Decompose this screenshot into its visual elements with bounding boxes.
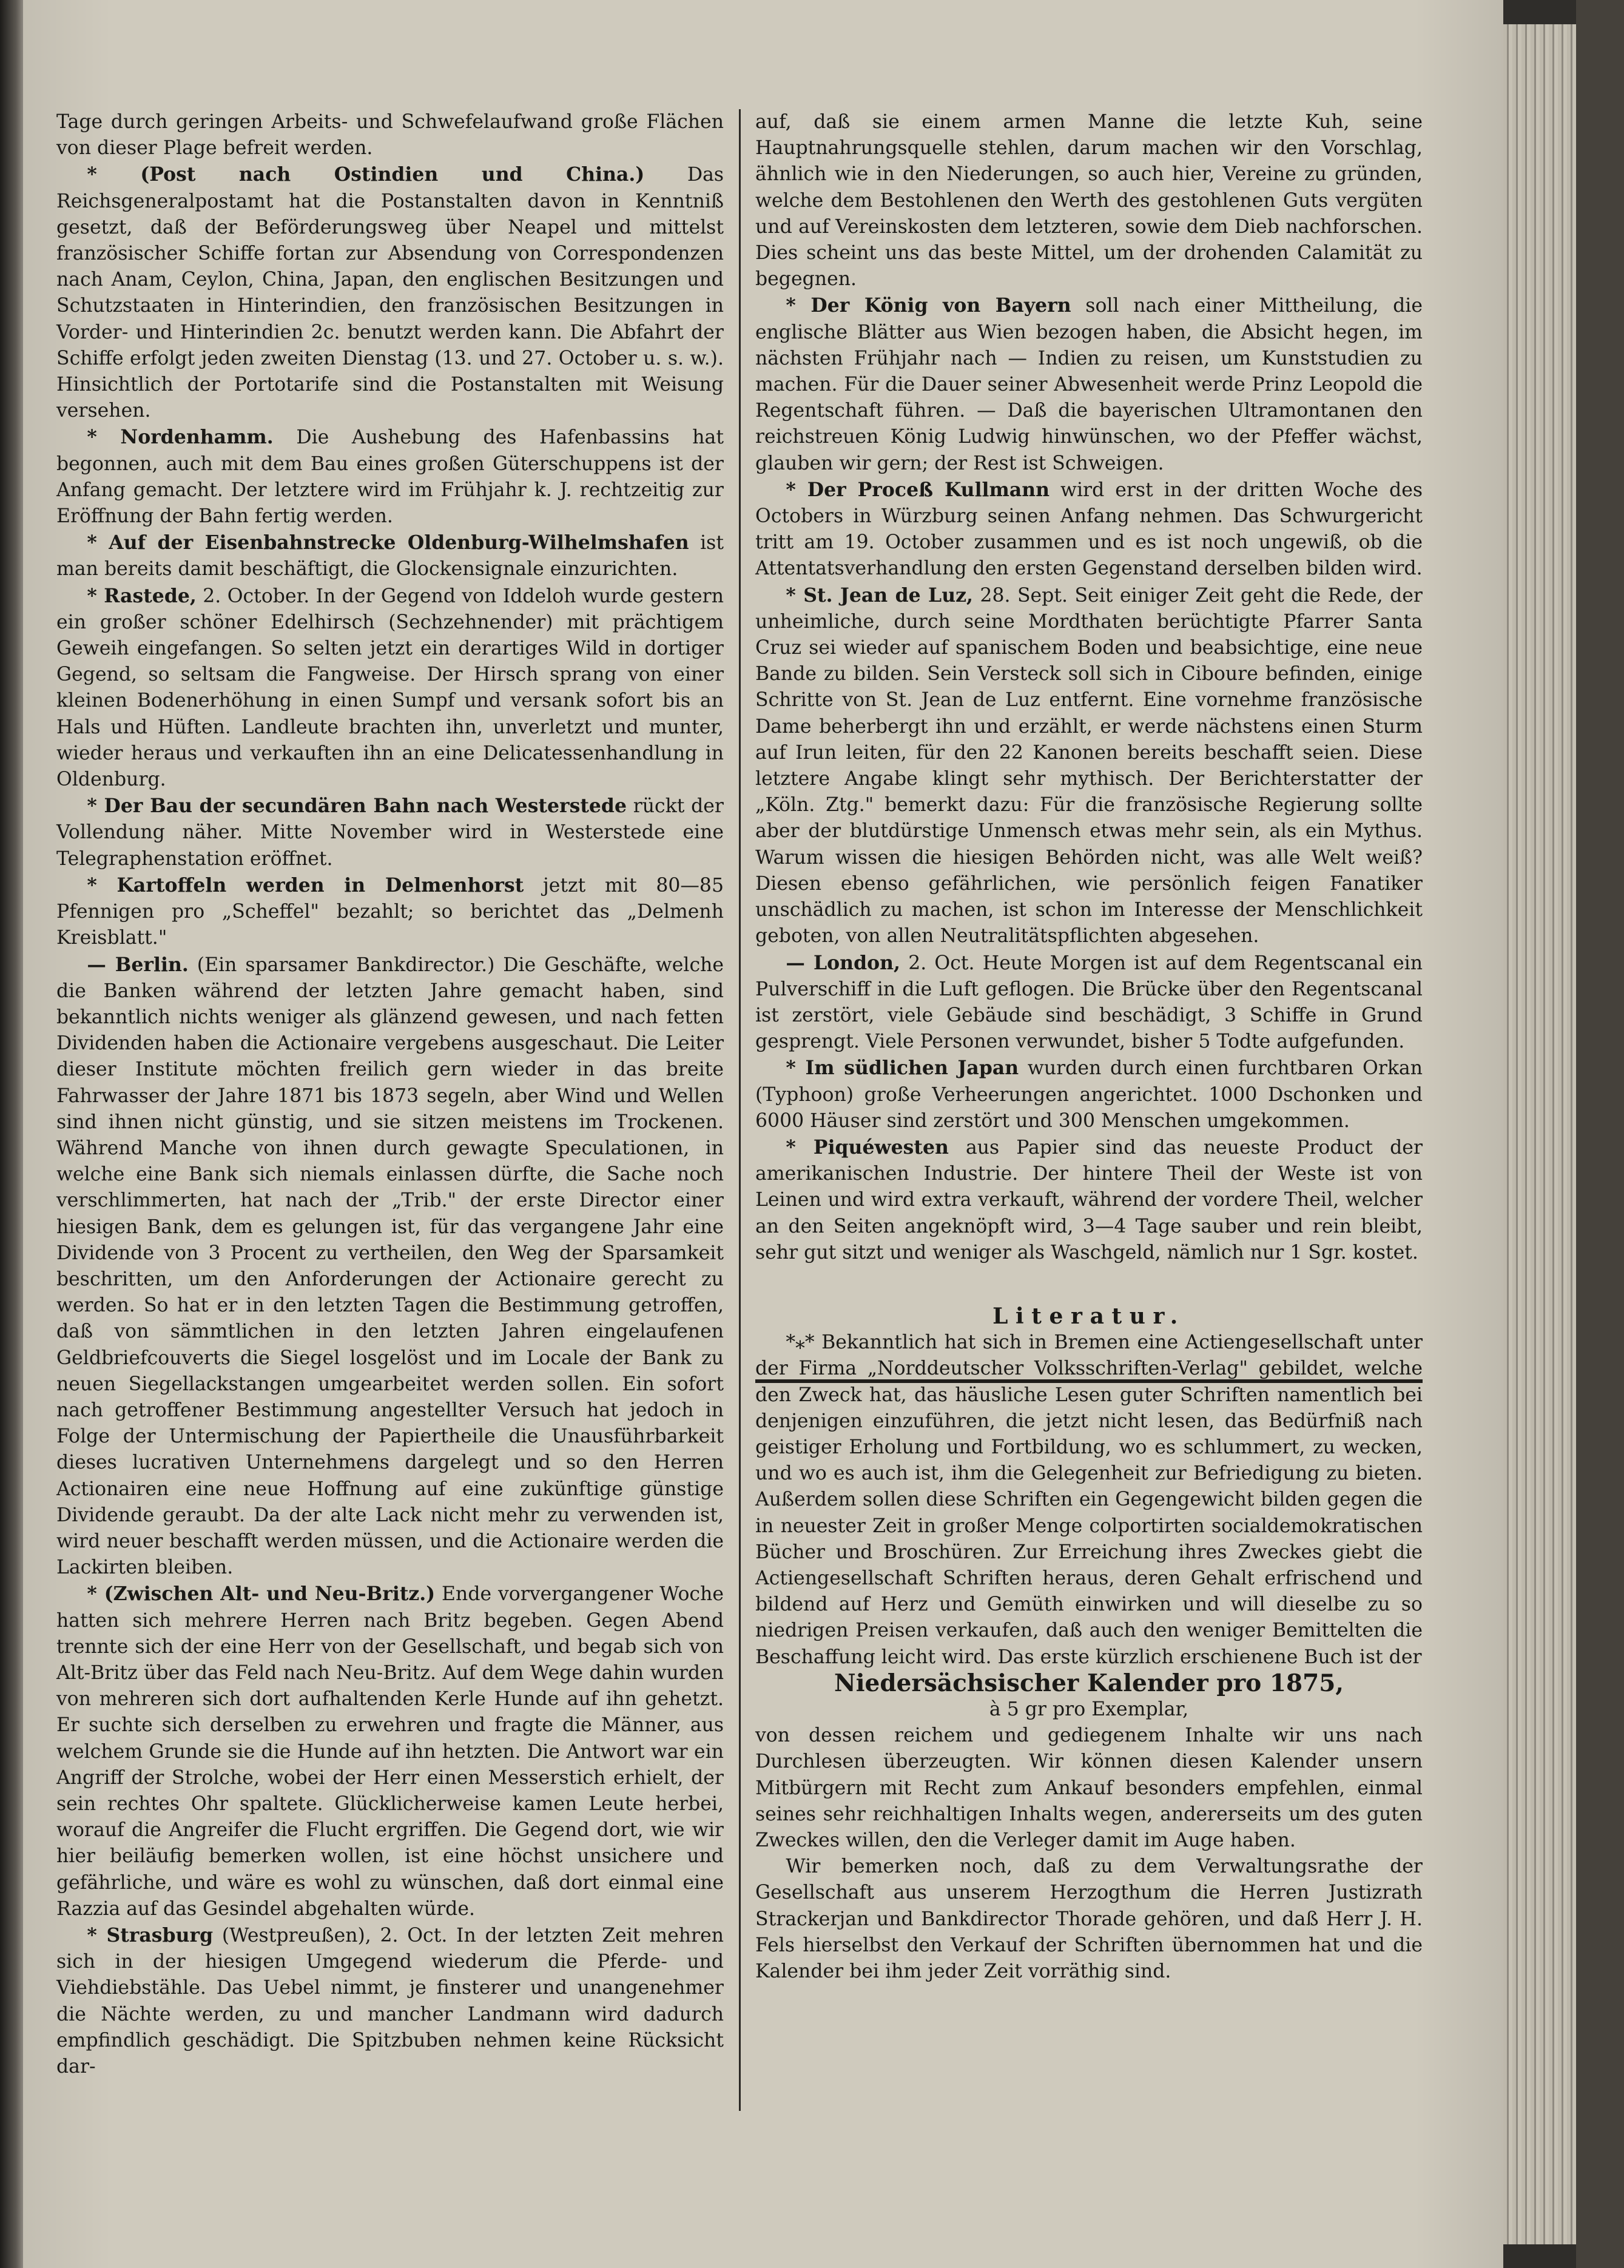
article-body: soll nach einer Mittheilung, die englische Blätter aus Wien bezogen haben, die Absicht hegen, im nächsten Frühjahr nach — Indien zu reisen, um Kunststudien zu machen. Für die Dauer seiner Abwesenheit werde Prinz Leopold die Regentschaft führen. — Daß die bayerischen Ultramontanen den reichstreuen König Ludwig hinwünschen, wo der Pfeffer wächst, glauben wir gern; der Rest ist Schweigen. [755, 295, 1423, 474]
article-title: * Der Proceß Kullmann [786, 478, 1050, 501]
article-title: * Auf der Eisenbahnstrecke Oldenburg-Wilhelmshafen [87, 531, 689, 554]
article-body: jetzt mit 80—85 Pfennigen pro „Scheffel" bezahlt; so berichtet das „Delmenh Kreisblatt." [56, 874, 724, 949]
article-body: (Ein sparsamer Bankdirector.) Die Geschäfte, welche die Banken während der letzten Jahre gemacht haben, sind bekanntlich nichts weniger als glänzend gewesen, und nach fetten Dividenden haben die Actionaire vergebens ausgeschaut. Die Leiter dieser Institute möchten freilich gern wieder in das breite Fahrwasser der Jahre 1871 bis 1873 segeln, aber Wind und Wellen sind ihnen nicht günstig, und sie sitzen meistens im Trockenen. Während Manche von ihnen durch gewagte Speculationen, in welche eine Bank sich niemals einlassen dürfte, die Sache noch verschlimmerten, hat nach der „Trib." der erste Director einer hiesigen Bank, dem es gelungen ist, für das vergangene Jahr eine Dividende von 3 Procent zu vertheilen, den Weg der Sparsamkeit beschritten, um den Anforderungen der Actionaire gerecht zu werden. So hat er in den letzten Tagen die Bestimmung getroffen, daß von sämmtlichen in den letzten Jahren eingelaufenen Geldbriefcouverts die Siegel losgelöst und im Locale der Bank zu neuen Siegellackstangen umgearbeitet werden sollen. Ein sofort nach getroffener Bestimmung angestellter Versuch hat jedoch in Folge der Untermischung der Papiertheile die Unausführbarkeit dieses lucrativen Unternehmens dargelegt und so den Herren Actionairen eine neue Hoffnung auf eine zukünftige günstige Dividende geraubt. Da der alte Lack nicht mehr zu verwenden ist, wird neuer beschafft werden müssen, und die Actionaire werden die Lackirten bleiben. [56, 954, 724, 1579]
article-britz [56, 1581, 724, 1922]
article-st-jean-de-luz [755, 582, 1423, 950]
literatur-heading: Literatur. [992, 1303, 1185, 1329]
literatur-closing: Wir bemerken noch, daß zu dem Verwaltungsrathe der Gesellschaft aus unserem Herzogthum die Herren Justizrath Strackerjan und Bankdirector Thorade gehören, und daß Herr J. H. Fels hierselbst den Verkauf der Schriften übernommen hat und die Kalender bei ihm jeder Zeit vorräthig sind. [755, 1856, 1423, 1983]
article-berlin [56, 952, 724, 1581]
literatur-intro-text: Bekanntlich hat sich in Bremen eine Actiengesellschaft unter der Firma „Norddeutscher Volksschriften-Verlag" gebildet, welche den Zweck hat, das häusliche Lesen guter Schriften namentlich bei denjenigen einzuführen, die jetzt nicht lesen, das Bedürfniß nach geistiger Erholung und Fortbildung, wo es schlummert, zu wecken, und wo es auch ist, ihm die Gelegenheit zur Befriedigung zu bieten. Außerdem sollen diese Schriften ein Gegengewicht bilden gegen die in neuester Zeit in großer Menge colportirten socialdemokratischen Bücher und Broschüren. Zur Erreichung ihres Zweckes giebt die Actiengesellschaft Schriften heraus, deren Gehalt erfrischend und bildend auf Herz und Gemüth einwirken und will dieselbe zu so niedrigen Preisen verkaufen, daß auch den weniger Bemittelten die Beschaffung leicht wird. Das erste kürzlich erschienene Buch ist der [755, 1331, 1423, 1668]
section-spacer [755, 1266, 1423, 1304]
article-koenig-bayern [755, 292, 1423, 476]
article-title: * Strasburg [87, 1924, 214, 1947]
article-body: Ende vorvergangener Woche hatten sich mehrere Herren nach Britz begeben. Gegen Abend trennte sich der eine Herr von der Gesellschaft, und begab sich von Alt-Britz über das Feld nach Neu-Britz. Auf dem Wege dahin wurden von mehreren sich dort aufhaltenden Kerle Hunde auf ihn gehetzt. Er suchte sich derselben zu erwehren und fragte die Männer, aus welchem Grunde sie die Hunde auf ihn hetzten. Die Antwort war ein Angriff der Strolche, wobei der Herr einen Messerstich erhielt, der sein rechtes Ohr spaltete. Glücklicherweise kamen Leute herbei, worauf die Angreifer die Flucht ergriffen. Die Gegend dort, wie wir hier beiläufig bemerken wollen, ist eine höchst unsichere und gefährliche, und wäre es wohl zu wünschen, daß dort einmal eine Razzia auf das Gesindel abgehalten würde. [56, 1583, 724, 1920]
article-body: wird erst in der dritten Woche des Octobers in Würzburg seinen Anfang nehmen. Das Schwurgericht tritt am 19. October zusammen und es ist noch ungewiß, ob die Attentatsverhandlung den ersten Gegenstand derselben bilden wird. [755, 479, 1423, 580]
article-title: * (Zwischen Alt- und Neu-Britz.) [87, 1583, 436, 1606]
article-body: Die Aushebung des Hafenbassins hat begonnen, auch mit dem Bau eines großen Güterschuppens ist der Anfang gemacht. Der letztere wird im Frühjahr k. J. rechtzeitig zur Eröffnung der Bahn fertig werden. [56, 426, 724, 528]
article-body: 28. Sept. Seit einiger Zeit geht die Rede, der unheimliche, durch seine Mordthaten berüchtigte Pfarrer Santa Cruz sei wieder auf spanischem Boden und beabsichtige, eine neue Bande zu bilden. Sein Versteck soll sich in Ciboure befinden, einige Schritte von St. Jean de Luz entfernt. Eine vornehme französische Dame beherbergt ihn und erzählt, er werde nächstens einen Sturm auf Irun leiten, für den 22 Kanonen bereits beschafft seien. Diese letztere Angabe klingt sehr mythisch. Der Berichterstatter der „Köln. Ztg." bemerkt dazu: Für die französische Regierung sollte aber der blutdürstige Unmensch etwas mehr sein, als ein Mythus. Warum wissen die hiesigen Behörden nicht, was alle Welt weiß? Diesen ebenso gefährlichen, wie persönlich feigen Fanatiker unschädlich zu machen, ist schon im Interesse der Menschlichkeit geboten, von allen Neutralitätspflichten abgesehen. [755, 584, 1423, 947]
article-delmenhorst [56, 872, 724, 952]
right-column [755, 109, 1423, 1985]
article-title: — London, [786, 951, 900, 974]
left-column [56, 109, 724, 2080]
article-nordenhamm [56, 424, 724, 530]
article-title: * Im südlichen Japan [786, 1057, 1019, 1080]
article-strasburg [56, 1922, 724, 2080]
article-piquewesten [755, 1134, 1423, 1266]
column-divider [739, 109, 741, 2111]
article-westerstede [56, 793, 724, 872]
literatur-separator-rule [755, 1379, 1423, 1383]
article-title: * Nordenhamm. [87, 426, 274, 449]
article-body: Das Reichsgeneralpostamt hat die Postanstalten davon in Kenntniß gesetzt, daß der Beförderungsweg über Neapel und mittelst französischer Schiffe fortan zur Absendung von Correspondenzen nach Anam, Ceylon, China, Japan, den englischen Besitzungen und Schutzstaaten in Hinterindien, den französischen Besitzungen in Vorder- und Hinterindien 2c. benutzt werden kann. Die Abfahrt der Schiffe erfolgt jeden zweiten Dienstag (13. und 27. October u. s. w.). Hinsichtlich der Portotarife sind die Postanstalten mit Weisung versehen. [56, 164, 724, 422]
article-body: 2. October. In der Gegend von Iddeloh wurde gestern ein großer schöner Edelhirsch (Sechzehnender) mit prächtigem Geweih eingefangen. So selten jetzt ein derartiges Wild in dortiger Gegend, so seltsam die Fangweise. Der Hirsch sprang von einer kleinen Bodenerhöhung in einen Sumpf und versank sofort bis an Hals und Hüften. Landleute brachten ihn, unverletzt und munter, wieder heraus und verkauften ihn an eine Delicatessenhandlung in Oldenburg. [56, 585, 724, 791]
page-edge-stack [1503, 24, 1576, 2244]
literatur-recommendation: von dessen reichem und gediegenem Inhalte wir uns nach Durchlesen überzeugten. Wir können diesen Kalender unsern Mitbürgern mit Recht zum Ankauf besonders empfehlen, einmal seines sehr reichhaltigen Inhalts wegen, andererseits um des guten Zweckes willen, den die Verleger damit im Auge haben. [755, 1725, 1423, 1851]
kalender-title: Niedersächsischer Kalender pro 1875, [834, 1669, 1344, 1697]
article-title: * (Post nach Ostindien und China.) [87, 163, 645, 186]
article-body: 2. Oct. Heute Morgen ist auf dem Regentscanal ein Pulverschiff in die Luft geflogen. Die Brücke über den Regentscanal ist zerstört, viele Gebäude sind beschädigt, 3 Schiffe in Grund gesprengt. Viele Personen verwundet, bisher 5 Todte aufgefunden. [755, 952, 1423, 1053]
article-title: * Der Bau der secundären Bahn nach Westerstede [87, 795, 627, 818]
article-body: wurden durch einen furchtbaren Orkan (Typhoon) große Verheerungen angerichtet. 1000 Dschonken und 6000 Häuser sind zerstört und 300 Menschen umgekommen. [755, 1057, 1423, 1132]
article-title: — Berlin. [87, 953, 189, 976]
scan-background [1576, 0, 1624, 2268]
article-body: (Westpreußen), 2. Oct. In der letzten Zeit mehren sich in der hiesigen Umgegend wiederum die Pferde- und Viehdiebstähle. Das Uebel nimmt, je finsterer und unangenehmer die Nächte werden, zu und mancher Landmann wird dadurch empfindlich geschädigt. Die Spitzbuben nehmen keine Rücksicht dar- [56, 1925, 724, 2078]
article-post-ostindien [56, 161, 724, 424]
asterism-mark: *⁎* [786, 1331, 815, 1354]
article-body: ist man bereits damit beschäftigt, die Glockensignale einzurichten. [56, 532, 724, 580]
article-continuation: Tage durch geringen Arbeits- und Schwefelaufwand große Flächen von dieser Plage befreit werden. [56, 111, 724, 160]
article-london [755, 950, 1423, 1055]
article-title: * Kartoffeln werden in Delmenhorst [87, 873, 524, 897]
article-title: * Der König von Bayern [786, 294, 1071, 317]
article-title: * Rastede, [87, 584, 197, 607]
article-continuation: auf, daß sie einem armen Manne die letzte Kuh, seine Hauptnahrungsquelle stehlen, darum machen wir den Vorschlag, ähnlich wie in den Niederungen, so auch hier, Vereine zu gründen, welche dem Bestohlenen den Werth des gestohlenen Guts vergüten und auf Vereinskosten dem letzteren, sowie dem Dieb nachforschen. Dies scheint uns das beste Mittel, um der drohenden Calamität zu begegnen. [755, 111, 1423, 291]
article-japan [755, 1055, 1423, 1134]
article-title: * Piquéwesten [786, 1136, 949, 1159]
binding-gutter [0, 0, 23, 2268]
article-body: aus Papier sind das neueste Product der amerikanischen Industrie. Der hintere Theil der Weste ist von Leinen und wird extra verkauft, während der vordere Theil, welcher an den Seiten angeknöpft wird, 3—4 Tage sauber und rein bleibt, sehr gut sitzt und weniger als Waschgeld, nämlich nur 1 Sgr. kostet. [755, 1136, 1423, 1264]
article-rastede [56, 583, 724, 793]
article-kullmann [755, 477, 1423, 582]
article-eisenbahn [56, 530, 724, 582]
article-body: rückt der Vollendung näher. Mitte November wird in Westerstede eine Telegraphenstation eröffnet. [56, 795, 724, 870]
article-title: * St. Jean de Luz, [786, 584, 973, 607]
kalender-price: à 5 gr pro Exemplar, [989, 1698, 1189, 1720]
